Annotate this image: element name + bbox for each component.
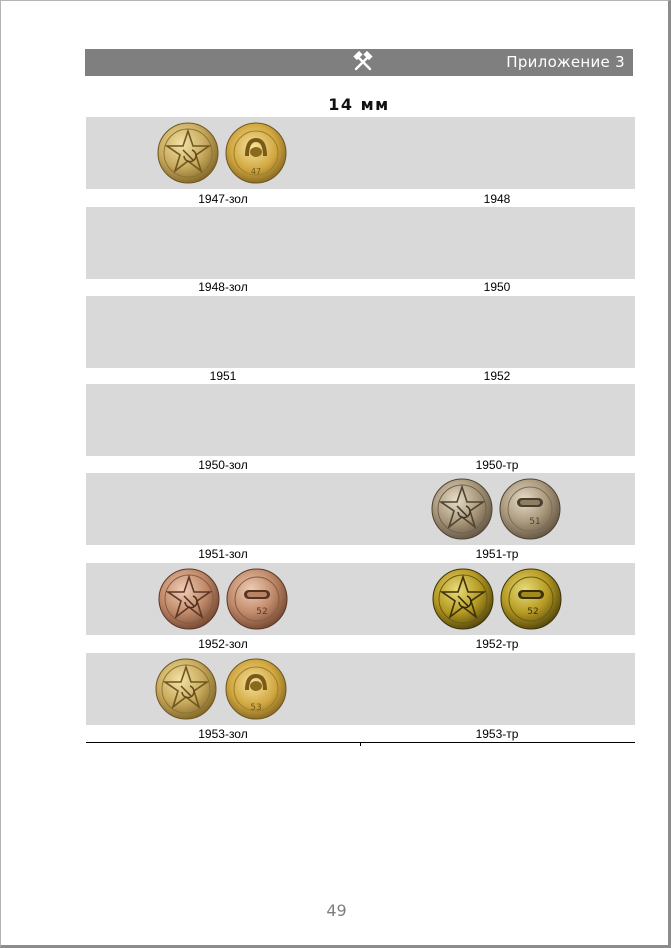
cell-label: 1951-зол [198, 547, 248, 561]
crossed-hammers-icon [352, 51, 374, 73]
cell-label: 1950-зол [198, 458, 248, 472]
cell-label: 1953-зол [198, 727, 248, 741]
cell-label: 1953-тр [475, 727, 519, 741]
cell-label: 1952-зол [198, 637, 248, 651]
button-back-image [225, 658, 287, 720]
table-column-tick [360, 742, 361, 746]
cell-label: 1952 [483, 369, 511, 383]
cell-label: 1948-зол [198, 280, 248, 294]
cell-label: 1951-тр [475, 547, 519, 561]
button-front-image [155, 658, 217, 720]
button-front-image [432, 568, 494, 630]
button-photo-pair [158, 563, 298, 635]
back-number: 52 [256, 607, 268, 617]
back-number: 51 [529, 517, 541, 527]
button-photo-pair [432, 563, 572, 635]
cell-label: 1947-зол [198, 192, 248, 206]
table-row-bg [86, 207, 635, 279]
button-back-image [226, 568, 288, 630]
header-title: Приложение 3 [506, 53, 625, 71]
back-number: 53 [250, 703, 262, 713]
back-number: 52 [527, 607, 539, 617]
page-number: 49 [326, 901, 347, 920]
section-title: 14 мм [328, 95, 390, 114]
table-row-bg [86, 384, 635, 456]
table-row-bg [86, 296, 635, 368]
button-front-image [158, 568, 220, 630]
header-bar [85, 49, 633, 76]
button-photo-pair [157, 117, 297, 189]
cell-label: 1951 [209, 369, 237, 383]
button-back-image [499, 478, 561, 540]
cell-label: 1950 [483, 280, 511, 294]
button-photo-pair [155, 653, 295, 725]
cell-label: 1952-тр [475, 637, 519, 651]
cell-label: 1948 [483, 192, 511, 206]
button-back-image [500, 568, 562, 630]
back-number: 47 [250, 167, 262, 176]
button-photo-pair [431, 473, 571, 545]
button-back-image [225, 122, 287, 184]
button-front-image [431, 478, 493, 540]
button-front-image [157, 122, 219, 184]
cell-label: 1950-тр [475, 458, 519, 472]
